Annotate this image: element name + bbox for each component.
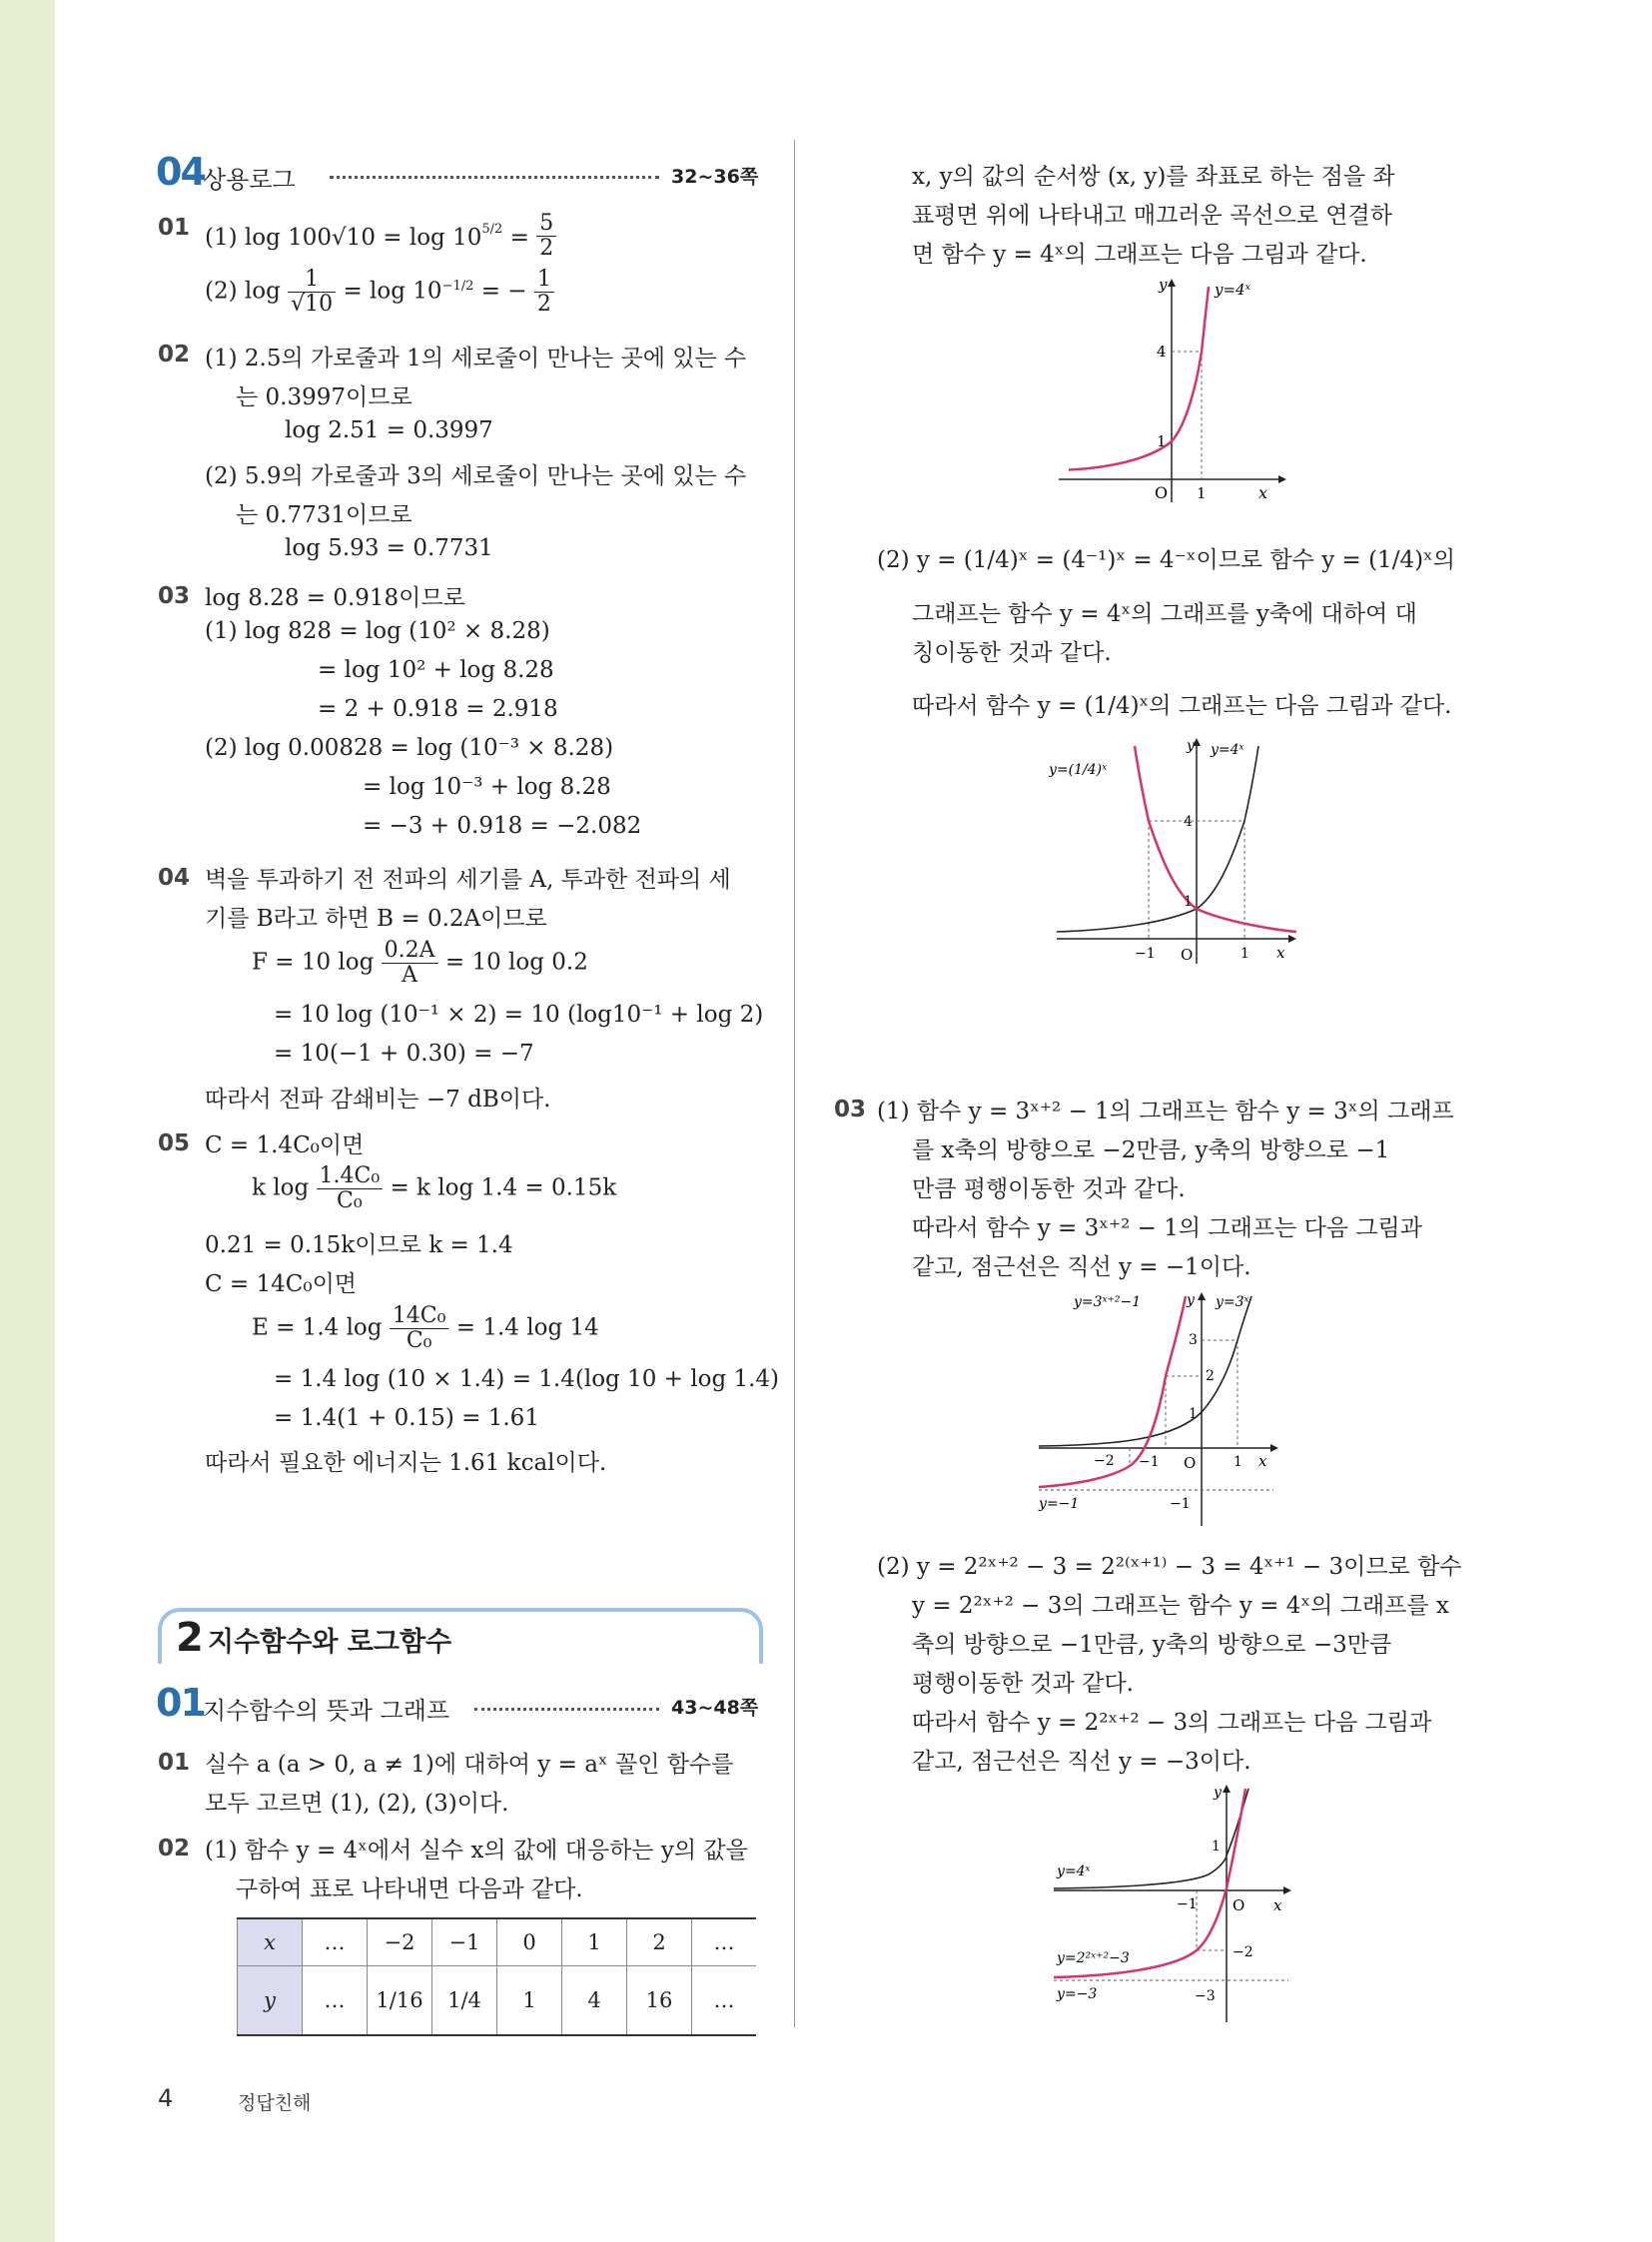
text-line: 칭이동한 것과 같다. (912, 640, 1112, 666)
text-line: (1) log 828 = log (10² × 8.28) (205, 618, 550, 644)
text-line: 는 0.7731이므로 (236, 502, 413, 528)
graph-exp-4x-and-quarter (1049, 734, 1298, 969)
tick-label: 1 (1197, 484, 1207, 502)
text-line: 면 함수 y = 4ˣ의 그래프는 다음 그림과 같다. (912, 242, 1367, 268)
table-cell: … (692, 1966, 757, 2036)
table-cell: 1/4 (432, 1966, 497, 2036)
curve-label: y=3ˣ (1216, 1294, 1249, 1310)
text-line: = 10 log (10⁻¹ × 2) = 10 (log10⁻¹ + log 2) (274, 1002, 764, 1028)
tick-label: −1 (1139, 1454, 1160, 1470)
tick-label: −1 (1177, 1896, 1198, 1912)
text-line: 0.21 = 0.15k이므로 k = 1.4 (205, 1232, 513, 1258)
section-number: 01 (156, 1681, 205, 1725)
x-axis-arrow (1270, 1444, 1278, 1452)
problem-number: 02 (158, 342, 191, 368)
text-line: log 5.93 = 0.7731 (285, 535, 493, 561)
origin-label: O (1181, 946, 1194, 964)
text-line: 만큼 평행이동한 것과 같다. (912, 1176, 1186, 1202)
x-label: x (1276, 944, 1285, 962)
table-row (238, 1966, 757, 2036)
text-line: 기를 B라고 하면 B = 0.2A이므로 (205, 906, 547, 932)
tick-label: −1 (1170, 1496, 1191, 1512)
leader-dots (330, 176, 659, 179)
text-line: (2) y = 2²ˣ⁺² − 3 = 2²⁽ˣ⁺¹⁾ − 3 = 4ˣ⁺¹ − 3이므로 함수 (877, 1554, 1462, 1580)
table-cell: 16 (627, 1966, 692, 2036)
x-axis-arrow (1283, 1886, 1291, 1894)
table-cell: y (238, 1966, 303, 2036)
text-line: 그래프는 함수 y = 4ˣ의 그래프를 y축에 대하여 대 (912, 601, 1417, 627)
graph-exp-2-2x-shift (1049, 1781, 1298, 2025)
text-line: 구하여 표로 나타내면 다음과 같다. (236, 1876, 583, 1902)
curve-label: y=4ˣ (1211, 742, 1244, 758)
formula-line: E = 1.4 log $\frac{\text{14C₀}}{\text{C₀}}$ = 1.4 log 14 (252, 1303, 599, 1354)
tick-label: −2 (1233, 1944, 1253, 1960)
text-line: 는 0.3997이므로 (236, 384, 413, 410)
tick-label: 4 (1157, 343, 1167, 361)
problem-number: 01 (158, 215, 191, 241)
section-title: 지수함수의 뜻과 그래프 (203, 1697, 450, 1725)
asymptote-label: y=−3 (1057, 1986, 1098, 2002)
curve-label: y=4ˣ (1057, 1864, 1091, 1879)
text-line: (2) y = (1/4)ˣ = (4⁻¹)ˣ = 4⁻ˣ이므로 함수 y = (1/4)ˣ의 (877, 547, 1456, 573)
text-line: 같고, 점근선은 직선 y = −3이다. (912, 1749, 1251, 1775)
tick-label: 4 (1184, 814, 1193, 830)
text-line: y = 2²ˣ⁺² − 3의 그래프는 함수 y = 4ˣ의 그래프를 x (912, 1593, 1449, 1619)
text-line: C = 14C₀이면 (205, 1271, 358, 1297)
curve-label: y=2²ˣ⁺²−3 (1057, 1950, 1130, 1966)
text-line: (1) 함수 y = 4ˣ에서 실수 x의 값에 대응하는 y의 값을 (205, 1838, 748, 1864)
table-cell: … (303, 1918, 368, 1966)
text-line: 따라서 전파 감쇄비는 −7 dB이다. (205, 1087, 551, 1113)
text-line: log 8.28 = 0.918이므로 (205, 585, 465, 611)
x-axis-arrow (1278, 475, 1286, 483)
tick-label: 1 (1184, 894, 1193, 910)
y-axis-arrow (1198, 1292, 1206, 1300)
y-axis-arrow (1168, 279, 1176, 287)
curve-y-4x (1069, 287, 1209, 470)
table-cell: 1/16 (368, 1966, 432, 2036)
x-label: x (1273, 1896, 1282, 1914)
y-axis-arrow (1223, 1785, 1231, 1793)
section-number: 04 (156, 150, 205, 194)
text-line: 표평면 위에 나타내고 매끄러운 곡선으로 연결하 (912, 203, 1392, 229)
tick-label: 2 (1206, 1368, 1215, 1384)
problem-number: 04 (158, 865, 191, 891)
text-line: = −3 + 0.918 = −2.082 (363, 813, 642, 839)
x-label: x (1258, 1452, 1267, 1470)
table-cell: 2 (627, 1918, 692, 1966)
text-line: 같고, 점근선은 직선 y = −1이다. (912, 1254, 1251, 1280)
text-line: x, y의 값의 순서쌍 (x, y)를 좌표로 하는 점을 좌 (912, 164, 1395, 190)
table-cell: 4 (562, 1966, 627, 2036)
sidebar-strip (0, 0, 55, 2242)
text-line: 축의 방향으로 −1만큼, y축의 방향으로 −3만큼 (912, 1632, 1392, 1658)
table-cell: −2 (368, 1918, 432, 1966)
origin-label: O (1233, 1896, 1245, 1914)
text-line: (2) log 0.00828 = log (10⁻³ × 8.28) (205, 735, 614, 761)
text-line: 모두 고르면 (1), (2), (3)이다. (205, 1791, 509, 1817)
table-cell: … (692, 1918, 757, 1966)
text-line: 따라서 필요한 에너지는 1.61 kcal이다. (205, 1450, 607, 1476)
problem-number: 01 (158, 1750, 191, 1776)
tick-label: −2 (1094, 1453, 1115, 1469)
tick-label: 1 (1240, 946, 1249, 962)
formula-line: F = 10 log $\frac{0.2A}{A}$ = 10 log 0.2 (252, 938, 588, 989)
tick-label: 3 (1189, 1332, 1198, 1348)
text-line: 따라서 함수 y = 2²ˣ⁺² − 3의 그래프는 다음 그림과 (912, 1710, 1432, 1736)
curve-label: y=(1/4)ˣ (1049, 762, 1108, 778)
text-line: (1) 함수 y = 3ˣ⁺² − 1의 그래프는 함수 y = 3ˣ의 그래프 (877, 1099, 1454, 1124)
value-table (237, 1917, 756, 2036)
y-label: y (1187, 1292, 1195, 1308)
curve-label: y=3ˣ⁺²−1 (1074, 1294, 1142, 1310)
text-line: log 2.51 = 0.3997 (285, 417, 493, 443)
origin-label: O (1155, 483, 1169, 502)
y-label: y (1187, 738, 1195, 754)
problem-01-line-2: (2) log $\frac{1}{√10}$ = $\log 10^{-1/2}$ = − $\frac{1}{2}$ (205, 268, 554, 317)
graph-exp-4x (1059, 275, 1288, 504)
x-label: x (1258, 483, 1268, 502)
text-line: = log 10² + log 8.28 (318, 657, 554, 683)
table-cell: 1 (497, 1966, 562, 2036)
problem-number: 05 (158, 1130, 191, 1156)
text-line: 실수 a (a > 0, a ≠ 1)에 대하여 y = aˣ 꼴인 함수를 (205, 1752, 734, 1778)
text-line: 를 x축의 방향으로 −2만큼, y축의 방향으로 −1 (912, 1137, 1390, 1163)
text-line: 따라서 함수 y = 3ˣ⁺² − 1의 그래프는 다음 그림과 (912, 1215, 1422, 1241)
section-title: 상용로그 (203, 166, 296, 194)
chapter-title: 지수함수와 로그함수 (208, 1627, 452, 1658)
text-line: = 2 + 0.918 = 2.918 (318, 696, 558, 722)
curve-y-quarter-x (1135, 746, 1296, 932)
tick-label: 1 (1234, 1454, 1242, 1470)
curve-y-3x (1039, 1296, 1251, 1446)
problem-number: 03 (158, 583, 191, 609)
text-line: = 1.4(1 + 0.15) = 1.61 (274, 1405, 539, 1431)
y-label: y (1159, 276, 1168, 294)
section-pages: 43~48쪽 (671, 1697, 759, 1719)
footer-label: 정답친해 (238, 2092, 312, 2114)
formula-line: k log $\frac{\text{1.4C₀}}{\text{C₀}}$ = k log 1.4 = 0.15k (252, 1163, 617, 1214)
table-cell: −1 (432, 1918, 497, 1966)
tick-label: 1 (1212, 1839, 1221, 1855)
y-label: y (1214, 1785, 1222, 1801)
graph-exp-3x-shift (1034, 1288, 1283, 1528)
column-divider (794, 140, 795, 2027)
text-line: (2) 5.9의 가로줄과 3의 세로줄이 만나는 곳에 있는 수 (205, 463, 747, 489)
chapter-number: 2 (176, 1615, 204, 1661)
table-cell: 1 (562, 1918, 627, 1966)
curve-y-2-2x-shifted (1054, 1789, 1245, 1977)
asymptote-label: y=−1 (1039, 1496, 1080, 1512)
page-number: 4 (158, 2084, 174, 2112)
text-line: (1) 2.5의 가로줄과 1의 세로줄이 만나는 곳에 있는 수 (205, 346, 747, 372)
tick-label: 1 (1157, 432, 1167, 450)
curve-label: y=4ˣ (1215, 281, 1250, 299)
tick-label: −3 (1195, 1988, 1216, 2004)
problem-number: 02 (158, 1836, 191, 1862)
x-axis-arrow (1288, 935, 1296, 943)
leader-dots (474, 1708, 659, 1711)
text-line: 따라서 함수 y = (1/4)ˣ의 그래프는 다음 그림과 같다. (912, 693, 1452, 719)
text-line: 벽을 투과하기 전 전파의 세기를 A, 투과한 전파의 세 (205, 867, 731, 893)
origin-label: O (1184, 1454, 1197, 1472)
text-line: C = 1.4C₀이면 (205, 1132, 365, 1158)
tick-label: 1 (1189, 1406, 1198, 1422)
table-cell: x (238, 1918, 303, 1966)
section-pages: 32~36쪽 (671, 166, 759, 188)
text-line: = log 10⁻³ + log 8.28 (363, 774, 611, 800)
text-line: = 10(−1 + 0.30) = −7 (274, 1041, 534, 1067)
table-row (238, 1918, 757, 1966)
problem-01-line-1: (1) $\log 100√10 = \log 10^{5/2}$ = $\frac{5}{2}$ (205, 212, 556, 261)
table-cell: 0 (497, 1918, 562, 1966)
table-cell: … (303, 1966, 368, 2036)
problem-number: 03 (834, 1097, 867, 1122)
text-line: = 1.4 log (10 × 1.4) = 1.4(log 10 + log 1.4) (274, 1366, 780, 1392)
tick-label: −1 (1135, 946, 1156, 962)
text-line: 평행이동한 것과 같다. (912, 1671, 1134, 1697)
